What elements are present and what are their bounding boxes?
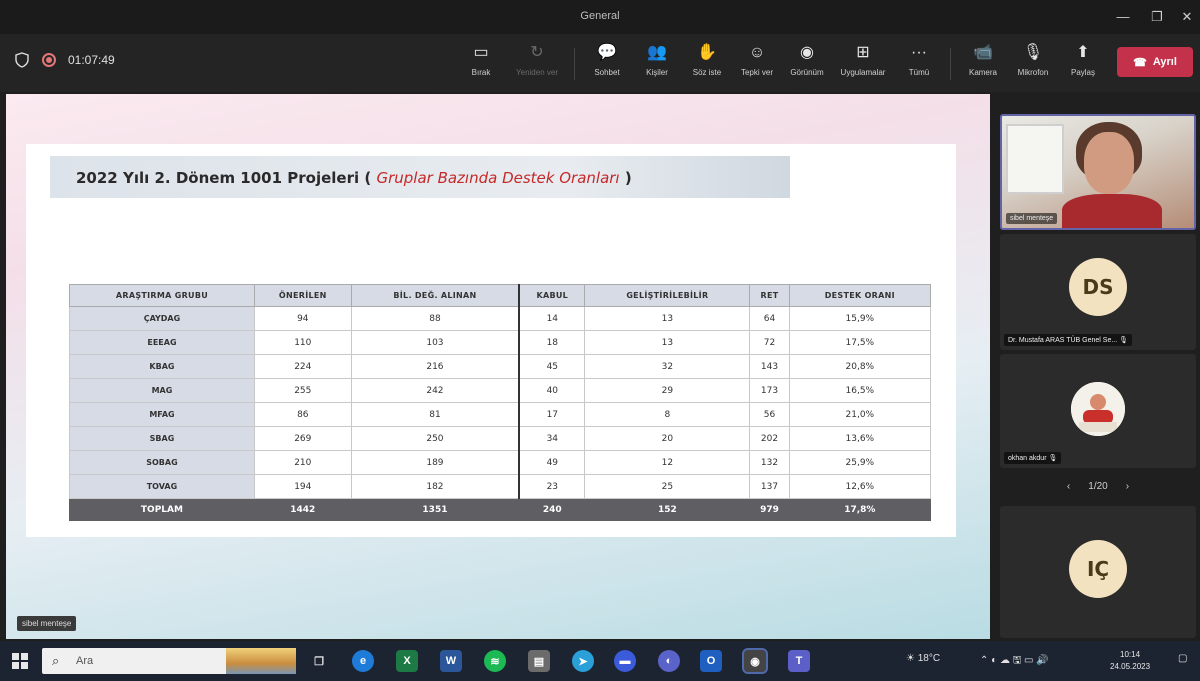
app-icon[interactable]: ▬ [614, 650, 636, 672]
value-cell: 240 [519, 499, 585, 521]
people-button[interactable]: 👥 Kişiler [630, 42, 684, 86]
value-cell: 21,0% [789, 403, 930, 427]
group-cell: SBAG [70, 427, 255, 451]
more-icon: ··· [911, 44, 927, 61]
search-icon: ⌕ [52, 653, 60, 668]
value-cell: 250 [351, 427, 519, 451]
chat-button[interactable]: 💬 Sohbet [580, 42, 634, 86]
participants-panel [996, 92, 1200, 641]
zoom-icon[interactable]: ◐ [658, 650, 680, 672]
raise-hand-button[interactable]: ✋ Söz iste [680, 42, 734, 86]
column-header: ARAŞTIRMA GRUBU [70, 285, 255, 307]
system-clock[interactable]: 10:14 24.05.2023 [1110, 650, 1151, 671]
chevron-right-icon[interactable]: › [1125, 480, 1130, 492]
mic-icon: 🎙 [1022, 44, 1044, 61]
give-control-button[interactable]: ↻ Yeniden ver [510, 42, 564, 86]
more-button[interactable]: ··· Tümü [892, 42, 946, 86]
value-cell: 12 [585, 451, 750, 475]
table-row [70, 355, 931, 379]
shield-icon [14, 52, 30, 68]
chat-icon: 💬 [597, 44, 617, 61]
value-cell: 25 [585, 475, 750, 499]
group-cell: SOBAG [70, 451, 255, 475]
group-cell: ÇAYDAG [70, 307, 255, 331]
value-cell: 103 [351, 331, 519, 355]
value-cell: 242 [351, 379, 519, 403]
table-header-row [70, 285, 931, 307]
system-tray-icons[interactable]: ⌃ ◐ ☁ 🖫 ▭ 🔊 [980, 655, 1049, 666]
value-cell: 255 [254, 379, 351, 403]
group-cell: EEEAG [70, 331, 255, 355]
maximize-icon[interactable]: ❐ [1151, 9, 1163, 24]
column-header: BİL. DEĞ. ALINAN [351, 285, 519, 307]
value-cell: 17 [519, 403, 585, 427]
value-cell: 20,8% [789, 355, 930, 379]
close-icon[interactable]: ✕ [1181, 9, 1193, 24]
value-cell: 1442 [254, 499, 351, 521]
teams-icon[interactable]: T [788, 650, 810, 672]
value-cell: 143 [750, 355, 789, 379]
value-cell: 40 [519, 379, 585, 403]
value-cell: 182 [351, 475, 519, 499]
participant-tile[interactable] [1000, 506, 1196, 638]
table-row [70, 427, 931, 451]
value-cell: 152 [585, 499, 750, 521]
value-cell: 194 [254, 475, 351, 499]
value-cell: 12,6% [789, 475, 930, 499]
participant-name: Dr. Mustafa ARAS TÜB Genel Se... 🎙 [1004, 334, 1132, 346]
weather-sun-icon: ☀ [906, 653, 915, 664]
presentation-slide [6, 94, 990, 639]
raise-hand-icon: ✋ [697, 44, 717, 61]
notification-icon[interactable]: ▢ [1178, 653, 1188, 664]
search-highlight-image [226, 648, 296, 674]
page-indicator: 1/20 [1088, 480, 1108, 492]
value-cell: 110 [254, 331, 351, 355]
value-cell: 202 [750, 427, 789, 451]
value-cell: 1351 [351, 499, 519, 521]
participant-pager [1000, 472, 1196, 500]
recording-icon [42, 53, 56, 67]
value-cell: 34 [519, 427, 585, 451]
camera-icon: 📹 [973, 44, 993, 61]
mic-muted-icon: 🎙 [1048, 455, 1058, 462]
value-cell: 16,5% [789, 379, 930, 403]
outlook-icon[interactable]: O [700, 650, 722, 672]
word-icon[interactable]: W [440, 650, 462, 672]
value-cell: 94 [254, 307, 351, 331]
column-header: DESTEK ORANI [789, 285, 930, 307]
window-title: General [580, 10, 620, 22]
leave-button[interactable]: ☎ Ayrıl [1117, 47, 1193, 77]
value-cell: 25,9% [789, 451, 930, 475]
participant-name: sibel menteşe [1006, 213, 1057, 224]
taskbar-search[interactable]: ⌕ Ara [42, 648, 296, 674]
apps-button[interactable]: ⊞ Uygulamalar [836, 42, 890, 86]
background-window [1006, 124, 1064, 194]
presenter-name-tag: sibel menteşe [17, 616, 76, 631]
participant-tile[interactable] [1000, 234, 1196, 350]
value-cell: 132 [750, 451, 789, 475]
minimize-icon[interactable]: — [1116, 9, 1130, 24]
chevron-left-icon[interactable]: ‹ [1066, 480, 1071, 492]
support-rate-table [69, 284, 931, 521]
value-cell: 86 [254, 403, 351, 427]
react-button[interactable]: ☺ Tepki ver [730, 42, 784, 86]
edge-icon[interactable]: e [352, 650, 374, 672]
value-cell: 14 [519, 307, 585, 331]
table-row [70, 475, 931, 499]
participant-video-tile[interactable] [1000, 114, 1196, 230]
value-cell: 224 [254, 355, 351, 379]
value-cell: 189 [351, 451, 519, 475]
column-header: RET [750, 285, 789, 307]
value-cell: 18 [519, 331, 585, 355]
group-cell: TOPLAM [70, 499, 255, 521]
table-row [70, 403, 931, 427]
people-icon: 👥 [647, 44, 667, 61]
value-cell: 13 [585, 307, 750, 331]
value-cell: 269 [254, 427, 351, 451]
value-cell: 17,8% [789, 499, 930, 521]
excel-icon[interactable]: X [396, 650, 418, 672]
table-row [70, 307, 931, 331]
value-cell: 23 [519, 475, 585, 499]
view-icon: ◉ [800, 44, 814, 61]
weather-widget[interactable]: ☀ 18°C [906, 653, 941, 664]
task-view-icon[interactable]: ❐ [314, 655, 324, 668]
group-cell: TOVAG [70, 475, 255, 499]
avatar [1071, 382, 1125, 436]
value-cell: 210 [254, 451, 351, 475]
mic-muted-icon: 🎙 [1119, 337, 1129, 344]
view-button[interactable]: ◉ Görünüm [780, 42, 834, 86]
chrome-icon[interactable]: ◉ [744, 650, 766, 672]
group-cell: MFAG [70, 403, 255, 427]
phone-hangup-icon: ☎ [1133, 56, 1147, 69]
stop-sharing-button[interactable]: ▭ Bırak [454, 42, 508, 86]
file-icon[interactable]: ▤ [528, 650, 550, 672]
value-cell: 64 [750, 307, 789, 331]
value-cell: 56 [750, 403, 789, 427]
meeting-toolbar [0, 34, 1200, 92]
group-cell: MAG [70, 379, 255, 403]
value-cell: 32 [585, 355, 750, 379]
camera-button[interactable]: 📹 Kamera [956, 42, 1010, 86]
value-cell: 81 [351, 403, 519, 427]
value-cell: 137 [750, 475, 789, 499]
value-cell: 13,6% [789, 427, 930, 451]
value-cell: 29 [585, 379, 750, 403]
shared-screen [0, 92, 996, 641]
participant-tile[interactable] [1000, 354, 1196, 468]
value-cell: 979 [750, 499, 789, 521]
participant-body [1062, 194, 1162, 230]
value-cell: 88 [351, 307, 519, 331]
table-row [70, 451, 931, 475]
mic-button[interactable]: 🎙 Mikrofon [1006, 42, 1060, 86]
avatar: IÇ [1069, 540, 1127, 598]
spotify-icon[interactable]: ≋ [484, 650, 506, 672]
windows-taskbar [0, 641, 1200, 681]
avatar: DS [1069, 258, 1127, 316]
give-control-icon: ↻ [530, 44, 544, 61]
value-cell: 8 [585, 403, 750, 427]
column-header: ÖNERİLEN [254, 285, 351, 307]
participant-name: okhan akdur 🎙 [1004, 452, 1061, 464]
value-cell: 15,9% [789, 307, 930, 331]
value-cell: 20 [585, 427, 750, 451]
react-icon: ☺ [748, 44, 766, 61]
slide-content [26, 144, 956, 537]
share-button[interactable]: ⬆ Paylaş [1056, 42, 1110, 86]
slide-title: 2022 Yılı 2. Dönem 1001 Projeleri ( Gruplar Bazında Destek Oranları ) [76, 169, 632, 187]
apps-icon: ⊞ [856, 44, 870, 61]
table-total-row [70, 499, 931, 521]
column-header: GELİŞTİRİLEBİLİR [585, 285, 750, 307]
value-cell: 49 [519, 451, 585, 475]
share-stop-icon: ▭ [473, 44, 489, 61]
title-bar [0, 0, 1200, 34]
telegram-icon[interactable]: ➤ [572, 650, 594, 672]
table-row [70, 379, 931, 403]
table-row [70, 331, 931, 355]
value-cell: 173 [750, 379, 789, 403]
group-cell: KBAG [70, 355, 255, 379]
windows-start-icon[interactable] [12, 653, 28, 669]
value-cell: 45 [519, 355, 585, 379]
column-header: KABUL [519, 285, 585, 307]
value-cell: 72 [750, 331, 789, 355]
value-cell: 216 [351, 355, 519, 379]
share-icon: ⬆ [1076, 44, 1090, 61]
meeting-timer: 01:07:49 [68, 53, 115, 67]
value-cell: 17,5% [789, 331, 930, 355]
value-cell: 13 [585, 331, 750, 355]
participant-face [1084, 132, 1134, 194]
